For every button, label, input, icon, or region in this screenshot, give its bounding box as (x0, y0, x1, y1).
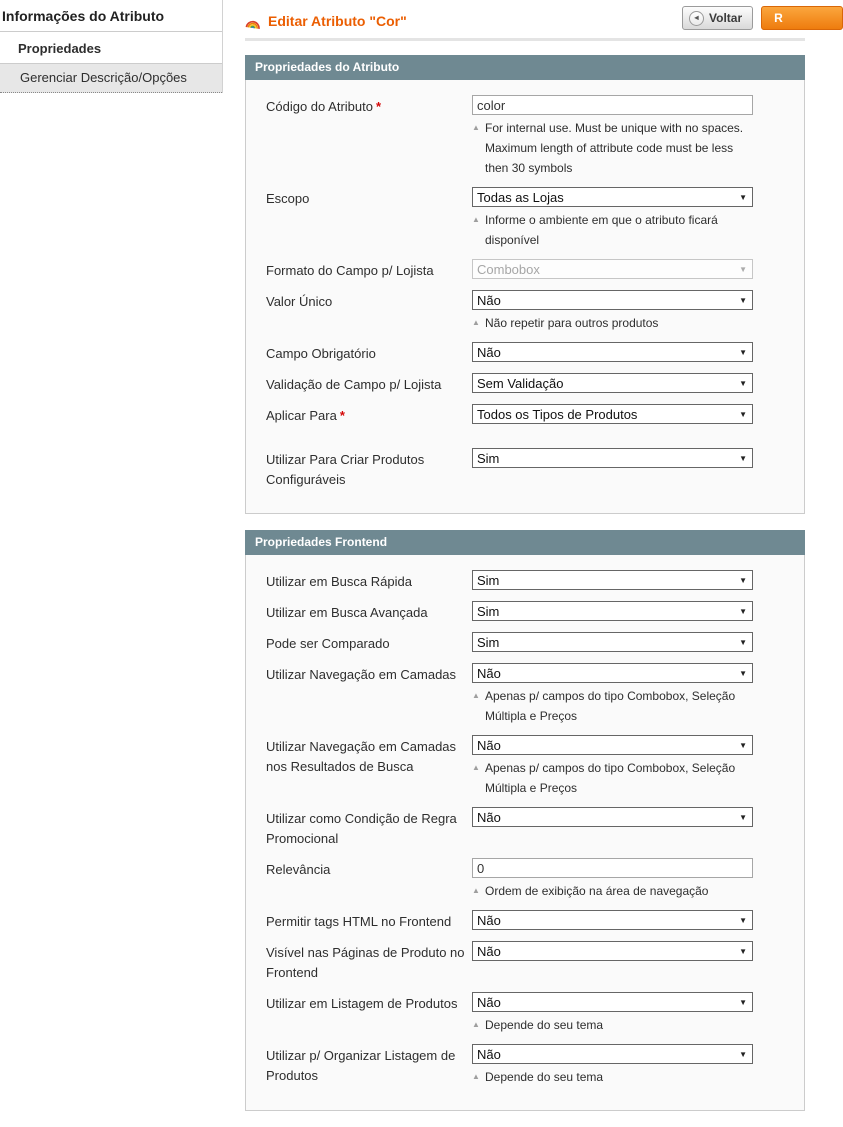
sections (245, 55, 805, 1111)
reset-button-label: R (774, 11, 783, 25)
field-row-campo-obrigatorio (266, 342, 804, 364)
utilizar-em-busca-rapida-selected-value: Sim (477, 573, 500, 588)
utilizar-em-listagem-de-produtos-value (472, 992, 757, 1035)
relevancia-hint (472, 881, 757, 901)
utilizar-para-criar-produtos-configuraveis-selected-value: Sim (477, 451, 500, 466)
dropdown-arrow-icon: ▼ (739, 998, 747, 1007)
hint-arrow-icon: ▲ (472, 886, 480, 895)
validacao-de-campo-lojista-select[interactable] (472, 373, 753, 393)
utilizar-em-busca-avancada-select[interactable] (472, 601, 753, 621)
formato-do-campo-lojista-select (472, 259, 753, 279)
campo-obrigatorio-value (472, 342, 757, 364)
escopo-hint-text: Informe o ambiente em que o atributo ficará disponível (485, 213, 718, 247)
hint-arrow-icon: ▲ (472, 1020, 480, 1029)
utilizar-em-busca-avancada-label: Utilizar em Busca Avançada (266, 605, 428, 620)
section (245, 55, 805, 514)
utilizar-navegacao-em-camadas-hint-text: Apenas p/ campos do tipo Combobox, Seleção Múltipla e Preços (485, 689, 736, 723)
valor-unico-label: Valor Único (266, 294, 333, 309)
utilizar-navegacao-em-camadas-resultados-busca-label: Utilizar Navegação em Camadas nos Resultados de Busca (266, 739, 457, 774)
header-buttons (682, 6, 843, 30)
visivel-nas-paginas-de-produto-no-frontend-label: Visível nas Páginas de Produto no Frontend (266, 945, 465, 980)
sidebar (0, 0, 223, 1127)
validacao-de-campo-lojista-label: Validação de Campo p/ Lojista (266, 377, 442, 392)
back-arrow-icon: ◂ (689, 11, 704, 26)
field-row-utilizar-em-busca-avancada (266, 601, 804, 623)
utilizar-navegacao-em-camadas-label: Utilizar Navegação em Camadas (266, 667, 457, 682)
hint-arrow-icon: ▲ (472, 123, 480, 132)
utilizar-em-busca-rapida-value (472, 570, 757, 592)
sidebar-panel (0, 0, 223, 93)
hint-arrow-icon: ▲ (472, 215, 480, 224)
formato-do-campo-lojista-selected-value: Combobox (477, 262, 540, 277)
valor-unico-hint-text: Não repetir para outros produtos (485, 316, 659, 330)
section-title: Propriedades do Atributo (245, 55, 805, 80)
aplicar-para-label: Aplicar Para * (266, 408, 345, 423)
field-row-utilizar-p-organizar-listagem-de-produtos (266, 1044, 804, 1087)
field-row-permitir-tags-html-no-frontend (266, 910, 804, 932)
field-row-visivel-nas-paginas-de-produto-no-frontend (266, 941, 804, 983)
reset-button[interactable] (761, 6, 843, 30)
campo-obrigatorio-select[interactable] (472, 342, 753, 362)
utilizar-p-organizar-listagem-de-produtos-hint-text: Depende do seu tema (485, 1070, 604, 1084)
dropdown-arrow-icon: ▼ (739, 265, 747, 274)
utilizar-p-organizar-listagem-de-produtos-selected-value: Não (477, 1047, 501, 1062)
dropdown-arrow-icon: ▼ (739, 348, 747, 357)
utilizar-em-listagem-de-produtos-hint (472, 1015, 757, 1035)
utilizar-navegacao-em-camadas-select[interactable] (472, 663, 753, 683)
utilizar-como-condicao-de-regra-promocional-selected-value: Não (477, 810, 501, 825)
codigo-do-atributo-input[interactable] (472, 95, 753, 115)
field-row-utilizar-para-criar-produtos-configuraveis (266, 448, 804, 490)
relevancia-input[interactable] (472, 858, 753, 878)
relevancia-hint-text: Ordem de exibição na área de navegação (485, 884, 709, 898)
valor-unico-value (472, 290, 757, 333)
valor-unico-selected-value: Não (477, 293, 501, 308)
sidebar-tabs (0, 32, 222, 93)
campo-obrigatorio-selected-value: Não (477, 345, 501, 360)
section-title: Propriedades Frontend (245, 530, 805, 555)
sidebar-item[interactable]: Gerenciar Descrição/Opções (0, 63, 222, 93)
section (245, 530, 805, 1111)
hint-arrow-icon: ▲ (472, 763, 480, 772)
escopo-label: Escopo (266, 191, 310, 206)
hint-arrow-icon: ▲ (472, 318, 480, 327)
utilizar-em-listagem-de-produtos-hint-text: Depende do seu tema (485, 1018, 604, 1032)
utilizar-como-condicao-de-regra-promocional-value (472, 807, 757, 849)
relevancia-value (472, 858, 757, 901)
visivel-nas-paginas-de-produto-no-frontend-value (472, 941, 757, 983)
page-title: Editar Atributo "Cor" (268, 13, 407, 29)
codigo-do-atributo-value (472, 95, 757, 178)
utilizar-navegacao-em-camadas-resultados-busca-hint-text: Apenas p/ campos do tipo Combobox, Seleção Múltipla e Preços (485, 761, 736, 795)
field-row-utilizar-navegacao-em-camadas (266, 663, 804, 726)
visivel-nas-paginas-de-produto-no-frontend-select[interactable] (472, 941, 753, 961)
rainbow-icon (245, 13, 262, 30)
permitir-tags-html-no-frontend-label: Permitir tags HTML no Frontend (266, 914, 452, 929)
aplicar-para-select[interactable] (472, 404, 753, 424)
utilizar-em-listagem-de-produtos-label: Utilizar em Listagem de Produtos (266, 996, 458, 1011)
dropdown-arrow-icon: ▼ (739, 193, 747, 202)
permitir-tags-html-no-frontend-selected-value: Não (477, 913, 501, 928)
utilizar-navegacao-em-camadas-resultados-busca-select[interactable] (472, 735, 753, 755)
pode-ser-comparado-label: Pode ser Comparado (266, 636, 390, 651)
formato-do-campo-lojista-value (472, 259, 757, 281)
escopo-value (472, 187, 757, 250)
field-row-escopo (266, 187, 804, 250)
utilizar-em-busca-rapida-select[interactable] (472, 570, 753, 590)
utilizar-em-listagem-de-produtos-select[interactable] (472, 992, 753, 1012)
dropdown-arrow-icon: ▼ (739, 576, 747, 585)
campo-obrigatorio-label: Campo Obrigatório (266, 346, 376, 361)
utilizar-navegacao-em-camadas-resultados-busca-hint (472, 758, 757, 798)
field-row-utilizar-em-busca-rapida (266, 570, 804, 592)
escopo-select[interactable] (472, 187, 753, 207)
validacao-de-campo-lojista-value (472, 373, 757, 395)
field-row-pode-ser-comparado (266, 632, 804, 654)
utilizar-p-organizar-listagem-de-produtos-hint (472, 1067, 757, 1087)
field-row-relevancia (266, 858, 804, 901)
dropdown-arrow-icon: ▼ (739, 916, 747, 925)
dropdown-arrow-icon: ▼ (739, 669, 747, 678)
pode-ser-comparado-value (472, 632, 757, 654)
utilizar-navegacao-em-camadas-value (472, 663, 757, 726)
utilizar-como-condicao-de-regra-promocional-select[interactable] (472, 807, 753, 827)
pode-ser-comparado-select[interactable] (472, 632, 753, 652)
dropdown-arrow-icon: ▼ (739, 813, 747, 822)
dropdown-arrow-icon: ▼ (739, 410, 747, 419)
utilizar-p-organizar-listagem-de-produtos-value (472, 1044, 757, 1087)
utilizar-em-busca-avancada-selected-value: Sim (477, 604, 500, 619)
sidebar-title: Informações do Atributo (0, 0, 222, 32)
relevancia-label: Relevância (266, 862, 331, 877)
utilizar-navegacao-em-camadas-selected-value: Não (477, 666, 501, 681)
utilizar-p-organizar-listagem-de-produtos-label: Utilizar p/ Organizar Listagem de Produtos (266, 1048, 456, 1083)
permitir-tags-html-no-frontend-select[interactable] (472, 910, 753, 930)
utilizar-para-criar-produtos-configuraveis-select[interactable] (472, 448, 753, 468)
permitir-tags-html-no-frontend-value (472, 910, 757, 932)
section-body (245, 555, 805, 1111)
visivel-nas-paginas-de-produto-no-frontend-selected-value: Não (477, 944, 501, 959)
utilizar-como-condicao-de-regra-promocional-label: Utilizar como Condição de Regra Promocional (266, 811, 457, 846)
main-content (223, 0, 805, 1127)
dropdown-arrow-icon: ▼ (739, 607, 747, 616)
utilizar-em-listagem-de-produtos-selected-value: Não (477, 995, 501, 1010)
hint-arrow-icon: ▲ (472, 691, 480, 700)
field-row-validacao-de-campo-lojista (266, 373, 804, 395)
field-row-aplicar-para (266, 404, 804, 426)
field-row-utilizar-em-listagem-de-produtos (266, 992, 804, 1035)
field-row-utilizar-como-condicao-de-regra-promocional (266, 807, 804, 849)
sidebar-item[interactable]: Propriedades (0, 32, 222, 63)
codigo-do-atributo-hint-text: For internal use. Must be unique with no spaces. Maximum length of attribute code must be less then 30 symbols (485, 121, 744, 175)
utilizar-navegacao-em-camadas-hint (472, 686, 757, 726)
dropdown-arrow-icon: ▼ (739, 454, 747, 463)
escopo-hint (472, 210, 757, 250)
dropdown-arrow-icon: ▼ (739, 947, 747, 956)
field-row-valor-unico (266, 290, 804, 333)
dropdown-arrow-icon: ▼ (739, 379, 747, 388)
utilizar-navegacao-em-camadas-resultados-busca-selected-value: Não (477, 738, 501, 753)
field-row-formato-do-campo-lojista (266, 259, 804, 281)
escopo-selected-value: Todas as Lojas (477, 190, 564, 205)
dropdown-arrow-icon: ▼ (739, 1050, 747, 1059)
utilizar-em-busca-rapida-label: Utilizar em Busca Rápida (266, 574, 412, 589)
hint-arrow-icon: ▲ (472, 1072, 480, 1081)
codigo-do-atributo-hint (472, 118, 757, 178)
aplicar-para-value (472, 404, 757, 426)
back-button[interactable] (682, 6, 753, 30)
dropdown-arrow-icon: ▼ (739, 741, 747, 750)
header-divider (245, 38, 805, 41)
formato-do-campo-lojista-label: Formato do Campo p/ Lojista (266, 263, 434, 278)
pode-ser-comparado-selected-value: Sim (477, 635, 500, 650)
field-row-utilizar-navegacao-em-camadas-resultados-busca (266, 735, 804, 798)
aplicar-para-selected-value: Todos os Tipos de Produtos (477, 407, 638, 422)
dropdown-arrow-icon: ▼ (739, 638, 747, 647)
dropdown-arrow-icon: ▼ (739, 296, 747, 305)
utilizar-p-organizar-listagem-de-produtos-select[interactable] (472, 1044, 753, 1064)
section-body (245, 80, 805, 514)
utilizar-em-busca-avancada-value (472, 601, 757, 623)
required-asterisk: * (339, 408, 345, 423)
validacao-de-campo-lojista-selected-value: Sem Validação (477, 376, 564, 391)
utilizar-navegacao-em-camadas-resultados-busca-value (472, 735, 757, 798)
utilizar-para-criar-produtos-configuraveis-label: Utilizar Para Criar Produtos Configuráveis (266, 452, 425, 487)
back-button-label: Voltar (709, 11, 743, 25)
valor-unico-hint (472, 313, 757, 333)
required-asterisk: * (375, 99, 382, 114)
codigo-do-atributo-label: Código do Atributo * (266, 99, 382, 114)
field-row-codigo-do-atributo (266, 95, 804, 178)
utilizar-para-criar-produtos-configuraveis-value (472, 448, 757, 490)
valor-unico-select[interactable] (472, 290, 753, 310)
